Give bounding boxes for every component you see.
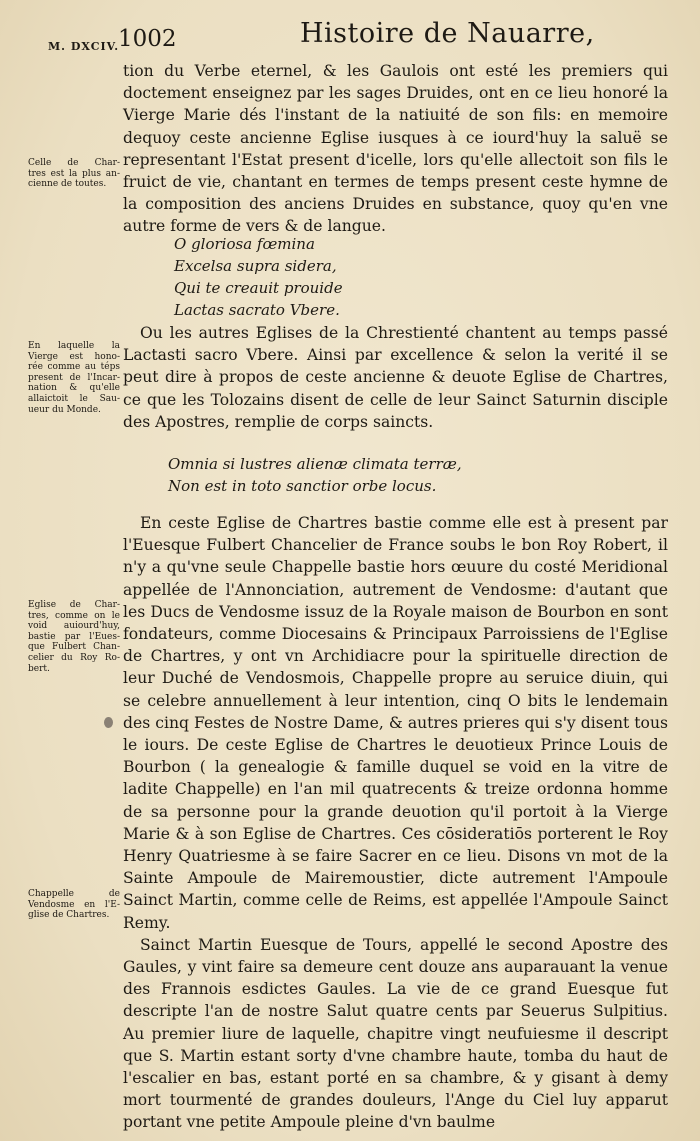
- margin-note-line: glise de Chartres.: [28, 910, 110, 921]
- margin-note-line: Vendosme en l'E-: [28, 899, 120, 910]
- margin-note-line: En laquelle la: [28, 341, 120, 351]
- margin-note-line: rée comme au téps: [28, 362, 120, 373]
- verse-line: Excelsa supra sidera,: [174, 257, 337, 275]
- margin-note-line: void auiourd'huy,: [28, 621, 120, 632]
- year-marker: M. DXCIV.: [48, 40, 120, 53]
- margin-note-line: Vierge est hono-: [28, 351, 120, 362]
- verse-line: Non est in toto sanctior orbe locus.: [168, 477, 437, 495]
- verse-line: Omnia si lustres alienæ climata terræ,: [168, 455, 462, 473]
- latin-hymn: [174, 233, 343, 321]
- verse-line: Qui te creauit prouide: [174, 279, 343, 297]
- paragraph-3: [123, 512, 668, 1134]
- margin-note-3: [28, 600, 120, 674]
- margin-note-line: celier du Roy Ro-: [28, 652, 120, 663]
- margin-note-line: present de l'Incar-: [28, 372, 120, 383]
- margin-note-line: ueur du Monde.: [28, 404, 101, 415]
- paragraph-1: tion du Verbe eternel, & les Gaulois ont esté les premiers qui doctement enseignez par les sages Druides, ont en ce lieu honoré la Vierge Marie dés l'instant de la natiuité de son fils: en memoire dequoy ceste ancienne Eglise iusques à ce iourd'huy la saluë se representant l'Estat present d'icelle, lors qu'elle allectoit son fils le fruict de vie, chantant en termes de temps present ceste hymne de la composition des anciens Druides en substance, quoy qu'en vne autre forme de vers & de langue.: [123, 62, 668, 236]
- paragraph-2-text: Ou les autres Eglises de la Chrestienté chantent au temps passé Lactasti sacro Vbere. Ainsi par excellence & selon la verité il se peut dire à propos de ceste ancienne & deuote Eglise de Chartres, ce que les Tolozains disent de celle de leur Sainct Saturnin disciple des Apostres, remplie de corps saincts.: [123, 324, 668, 431]
- margin-note-line: Chappelle de: [28, 889, 120, 899]
- margin-note-line: Celle de Char-: [28, 158, 120, 168]
- margin-note-line: cienne de toutes.: [28, 179, 107, 190]
- paragraph-2: [123, 322, 668, 433]
- latin-distich: [168, 453, 462, 497]
- margin-note-1: [28, 158, 120, 190]
- margin-note-line: tres, comme on le: [28, 610, 120, 621]
- margin-note-4: [28, 889, 120, 921]
- margin-note-2: [28, 341, 120, 415]
- verse-line: Lactas sacrato Vbere.: [174, 301, 340, 319]
- margin-note-line: bastie par l'Eues-: [28, 631, 120, 642]
- running-title: Histoire de Nauarre,: [300, 18, 595, 49]
- margin-note-line: allaictoit le Sau-: [28, 393, 120, 404]
- paragraph-3-text: En ceste Eglise de Chartres bastie comme elle est à present par l'Euesque Fulbert Chancelier de France soubs le bon Roy Robert, il n'y a qu'vne seule Chappelle bastie hors œuure du costé Meridional appellée de l'Annonciation, autrement de Vendosme: d'autant que les Ducs de Vendosme issuz de la Royale maison de Bourbon en sont fondateurs, comme Diocesains & Principaux Parroissiens de l'Eglise de Chartres, y ont vn Archidiacre pour la spirituelle direction de leur Duché de Vendosmois, Chappelle propre au seruice diuin, qui se celebre annuellement à leur intention, cinq O bits le lendemain des cinq Festes de Nostre Dame, & autres prieres qui s'y disent tous le iours. De ceste Eglise de Chartres le deuotieux Prince Louis de Bourbon ( la genealogie & famille duquel se void en la vitre de ladite Chappelle) en l'an mil quatrecents & treize ordonna homme de sa personne pour la grande deuotion qu'il portoit à la Vierge Marie & à son Eglise de Chartres. Ces cōsideratiōs porterent le Roy Henry Quatriesme à se faire Sacrer en ce lieu. Disons vn mot de la Sainte Ampoule de Mairemoustier, dicte autrement l'Ampoule Sainct Martin, comme celle de Reims, est appellée l'Ampoule Sainct Remy.: [123, 514, 668, 932]
- margin-note-line: nation & qu'elle: [28, 383, 120, 394]
- page-number: 1002: [118, 26, 177, 52]
- margin-note-line: Eglise de Char-: [28, 600, 120, 610]
- verse-line: O gloriosa fœmina: [174, 235, 315, 253]
- margin-note-line: que Fulbert Chan-: [28, 642, 120, 653]
- margin-note-line: bert.: [28, 663, 50, 674]
- margin-note-line: tres est la plus an-: [28, 168, 120, 179]
- ink-blot: [104, 717, 113, 728]
- paragraph-4-text: Sainct Martin Euesque de Tours, appellé le second Apostre des Gaules, y vint faire sa demeure cent douze ans auparauant la venue des Frannois esdictes Gaules. La vie de ce grand Euesque fut descripte l'an de nostre Salut quatre cents par Seuerus Sulpitius. Au premier liure de laquelle, chapitre vingt neufuiesme il descript que S. Martin estant sorty d'vne chambre haute, tomba du haut de l'escalier en bas, estant porté en sa chambre, & y gisant à demy mort tourmenté de grandes douleurs, l'Ange du Ciel luy apparut portant vne petite Ampoule pleine d'vn baulme: [123, 935, 668, 1132]
